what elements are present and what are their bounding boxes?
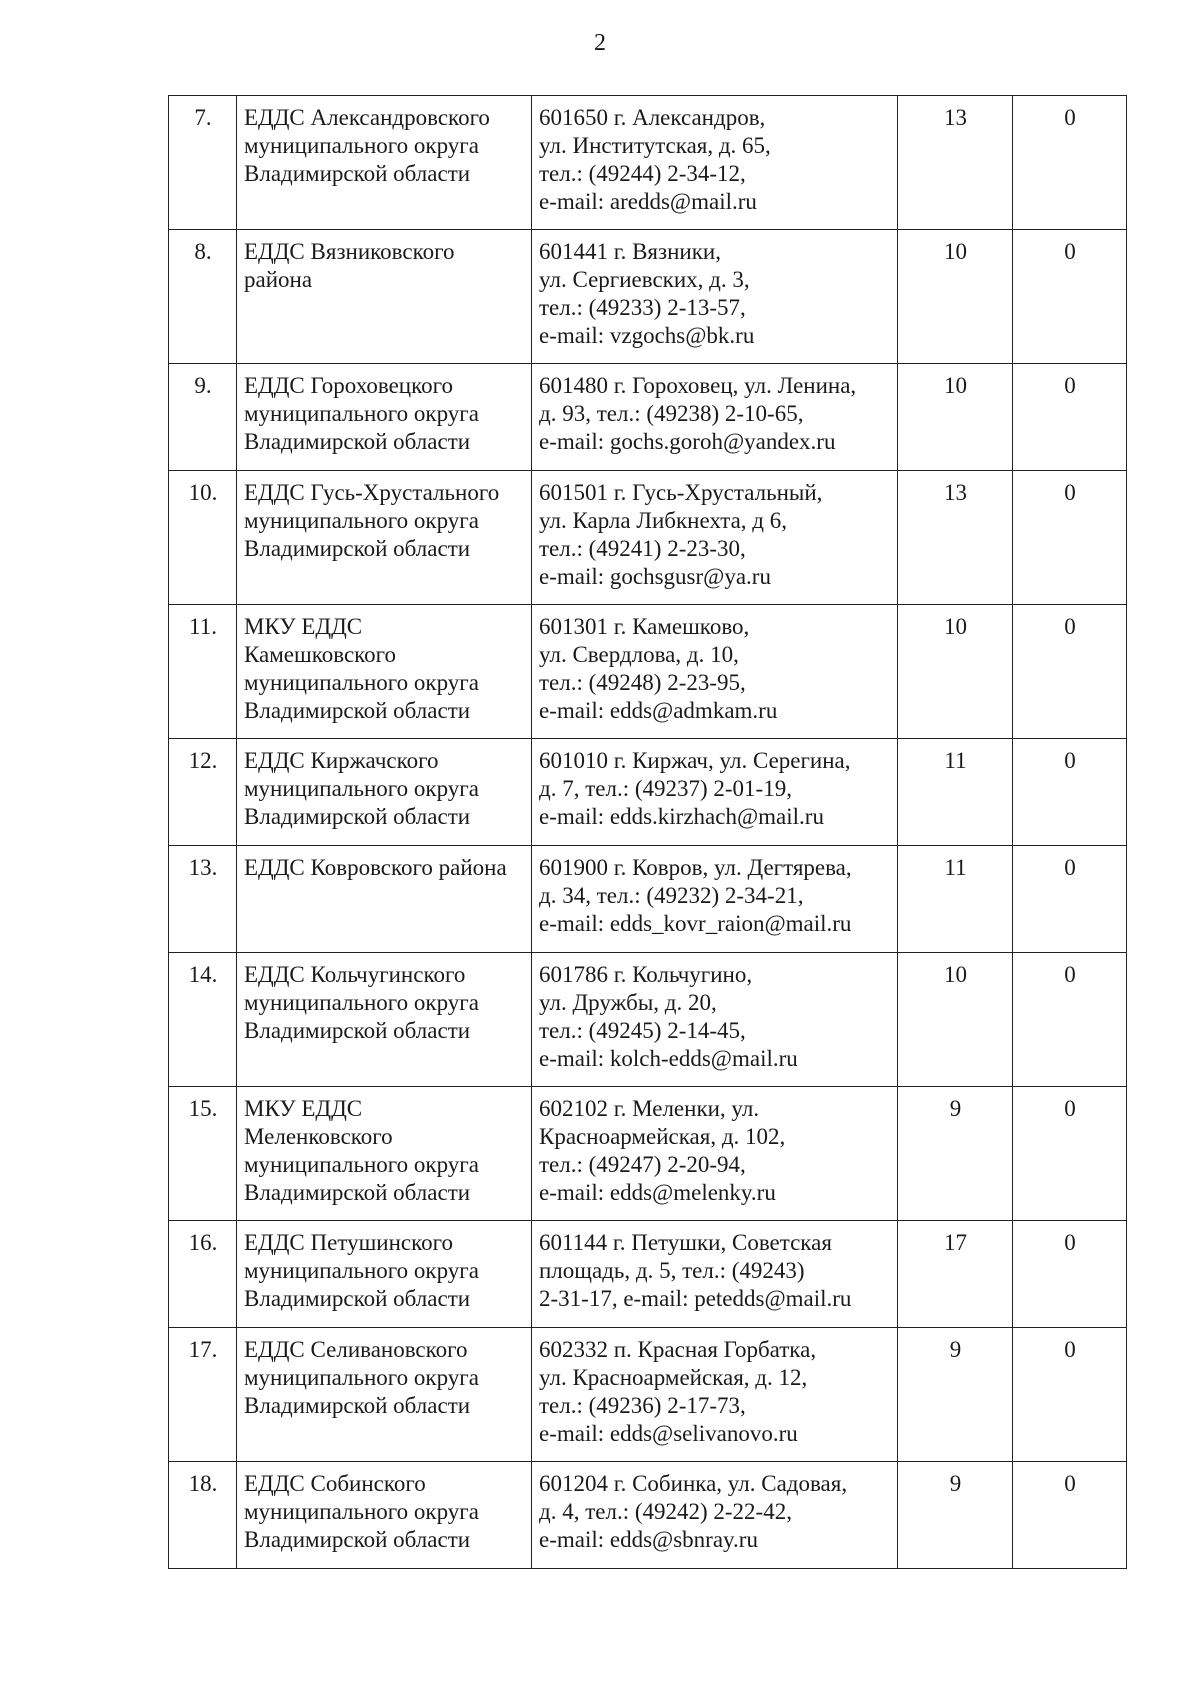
- page-number: 2: [594, 30, 606, 56]
- count-value: 9: [898, 1328, 1013, 1462]
- service-name: ЕДДС Собинского муниципального округа Владимирской области: [237, 1462, 532, 1569]
- service-name: ЕДДС Александровского муниципального округа Владимирской области: [237, 96, 532, 230]
- table-row: [169, 953, 1127, 1087]
- row-number: 14.: [169, 953, 237, 1087]
- zero-value: 0: [1013, 1087, 1127, 1221]
- address-contacts: 601900 г. Ковров, ул. Дегтярева, д. 34, тел.: (49232) 2-34-21, e-mail: edds_kovr_raion@mail.ru: [532, 846, 898, 953]
- count-value: 9: [898, 1462, 1013, 1569]
- row-number: 12.: [169, 739, 237, 846]
- zero-value: 0: [1013, 846, 1127, 953]
- table-row: [169, 230, 1127, 364]
- zero-value: 0: [1013, 605, 1127, 739]
- service-name: ЕДДС Кольчугинского муниципального округа Владимирской области: [237, 953, 532, 1087]
- zero-value: 0: [1013, 96, 1127, 230]
- address-contacts: 601144 г. Петушки, Советская площадь, д. 5, тел.: (49243) 2-31-17, e-mail: petedds@mail.ru: [532, 1221, 898, 1328]
- address-contacts: 602332 п. Красная Горбатка, ул. Красноармейская, д. 12, тел.: (49236) 2-17-73, e-mail: edds@selivanovo.ru: [532, 1328, 898, 1462]
- count-value: 13: [898, 96, 1013, 230]
- count-value: 13: [898, 471, 1013, 605]
- service-name: ЕДДС Гороховецкого муниципального округа Владимирской области: [237, 364, 532, 471]
- row-number: 13.: [169, 846, 237, 953]
- count-value: 17: [898, 1221, 1013, 1328]
- row-number: 8.: [169, 230, 237, 364]
- table-row: [169, 96, 1127, 230]
- address-contacts: 601441 г. Вязники, ул. Сергиевских, д. 3, тел.: (49233) 2-13-57, e-mail: vzgochs@bk.ru: [532, 230, 898, 364]
- address-contacts: 601010 г. Киржач, ул. Серегина, д. 7, тел.: (49237) 2-01-19, e-mail: edds.kirzhach@mail.ru: [532, 739, 898, 846]
- zero-value: 0: [1013, 739, 1127, 846]
- row-number: 15.: [169, 1087, 237, 1221]
- address-contacts: 602102 г. Меленки, ул. Красноармейская, д. 102, тел.: (49247) 2-20-94, e-mail: edds@melenky.ru: [532, 1087, 898, 1221]
- service-name: ЕДДС Вязниковского района: [237, 230, 532, 364]
- address-contacts: 601786 г. Кольчугино, ул. Дружбы, д. 20, тел.: (49245) 2-14-45, e-mail: kolch-edds@mail.ru: [532, 953, 898, 1087]
- service-name: ЕДДС Киржачского муниципального округа Владимирской области: [237, 739, 532, 846]
- table-row: [169, 1087, 1127, 1221]
- address-contacts: 601204 г. Собинка, ул. Садовая, д. 4, тел.: (49242) 2-22-42, e-mail: edds@sbnray.ru: [532, 1462, 898, 1569]
- service-name: ЕДДС Гусь-Хрустального муниципального округа Владимирской области: [237, 471, 532, 605]
- count-value: 10: [898, 230, 1013, 364]
- row-number: 16.: [169, 1221, 237, 1328]
- row-number: 7.: [169, 96, 237, 230]
- zero-value: 0: [1013, 1221, 1127, 1328]
- count-value: 9: [898, 1087, 1013, 1221]
- table-row: [169, 1221, 1127, 1328]
- service-name: ЕДДС Ковровского района: [237, 846, 532, 953]
- count-value: 10: [898, 953, 1013, 1087]
- zero-value: 0: [1013, 364, 1127, 471]
- zero-value: 0: [1013, 230, 1127, 364]
- row-number: 18.: [169, 1462, 237, 1569]
- count-value: 11: [898, 846, 1013, 953]
- address-contacts: 601501 г. Гусь-Хрустальный, ул. Карла Либкнехта, д 6, тел.: (49241) 2-23-30, e-mail: gochsgusr@ya.ru: [532, 471, 898, 605]
- count-value: 10: [898, 605, 1013, 739]
- table-row: [169, 364, 1127, 471]
- edds-table: [168, 95, 1127, 1569]
- service-name: ЕДДС Петушинского муниципального округа Владимирской области: [237, 1221, 532, 1328]
- table-row: [169, 605, 1127, 739]
- table-row: [169, 1328, 1127, 1462]
- zero-value: 0: [1013, 953, 1127, 1087]
- count-value: 10: [898, 364, 1013, 471]
- row-number: 10.: [169, 471, 237, 605]
- table-row: [169, 739, 1127, 846]
- address-contacts: 601301 г. Камешково, ул. Свердлова, д. 10, тел.: (49248) 2-23-95, e-mail: edds@admkam.ru: [532, 605, 898, 739]
- table-row: [169, 471, 1127, 605]
- zero-value: 0: [1013, 1328, 1127, 1462]
- service-name: ЕДДС Селивановского муниципального округа Владимирской области: [237, 1328, 532, 1462]
- zero-value: 0: [1013, 1462, 1127, 1569]
- address-contacts: 601480 г. Гороховец, ул. Ленина, д. 93, тел.: (49238) 2-10-65, e-mail: gochs.goroh@yandex.ru: [532, 364, 898, 471]
- count-value: 11: [898, 739, 1013, 846]
- zero-value: 0: [1013, 471, 1127, 605]
- service-name: МКУ ЕДДС Камешковского муниципального округа Владимирской области: [237, 605, 532, 739]
- row-number: 11.: [169, 605, 237, 739]
- row-number: 9.: [169, 364, 237, 471]
- address-contacts: 601650 г. Александров, ул. Институтская, д. 65, тел.: (49244) 2-34-12, e-mail: aredds@mail.ru: [532, 96, 898, 230]
- table-row: [169, 1462, 1127, 1569]
- service-name: МКУ ЕДДС Меленковского муниципального округа Владимирской области: [237, 1087, 532, 1221]
- row-number: 17.: [169, 1328, 237, 1462]
- table-row: [169, 846, 1127, 953]
